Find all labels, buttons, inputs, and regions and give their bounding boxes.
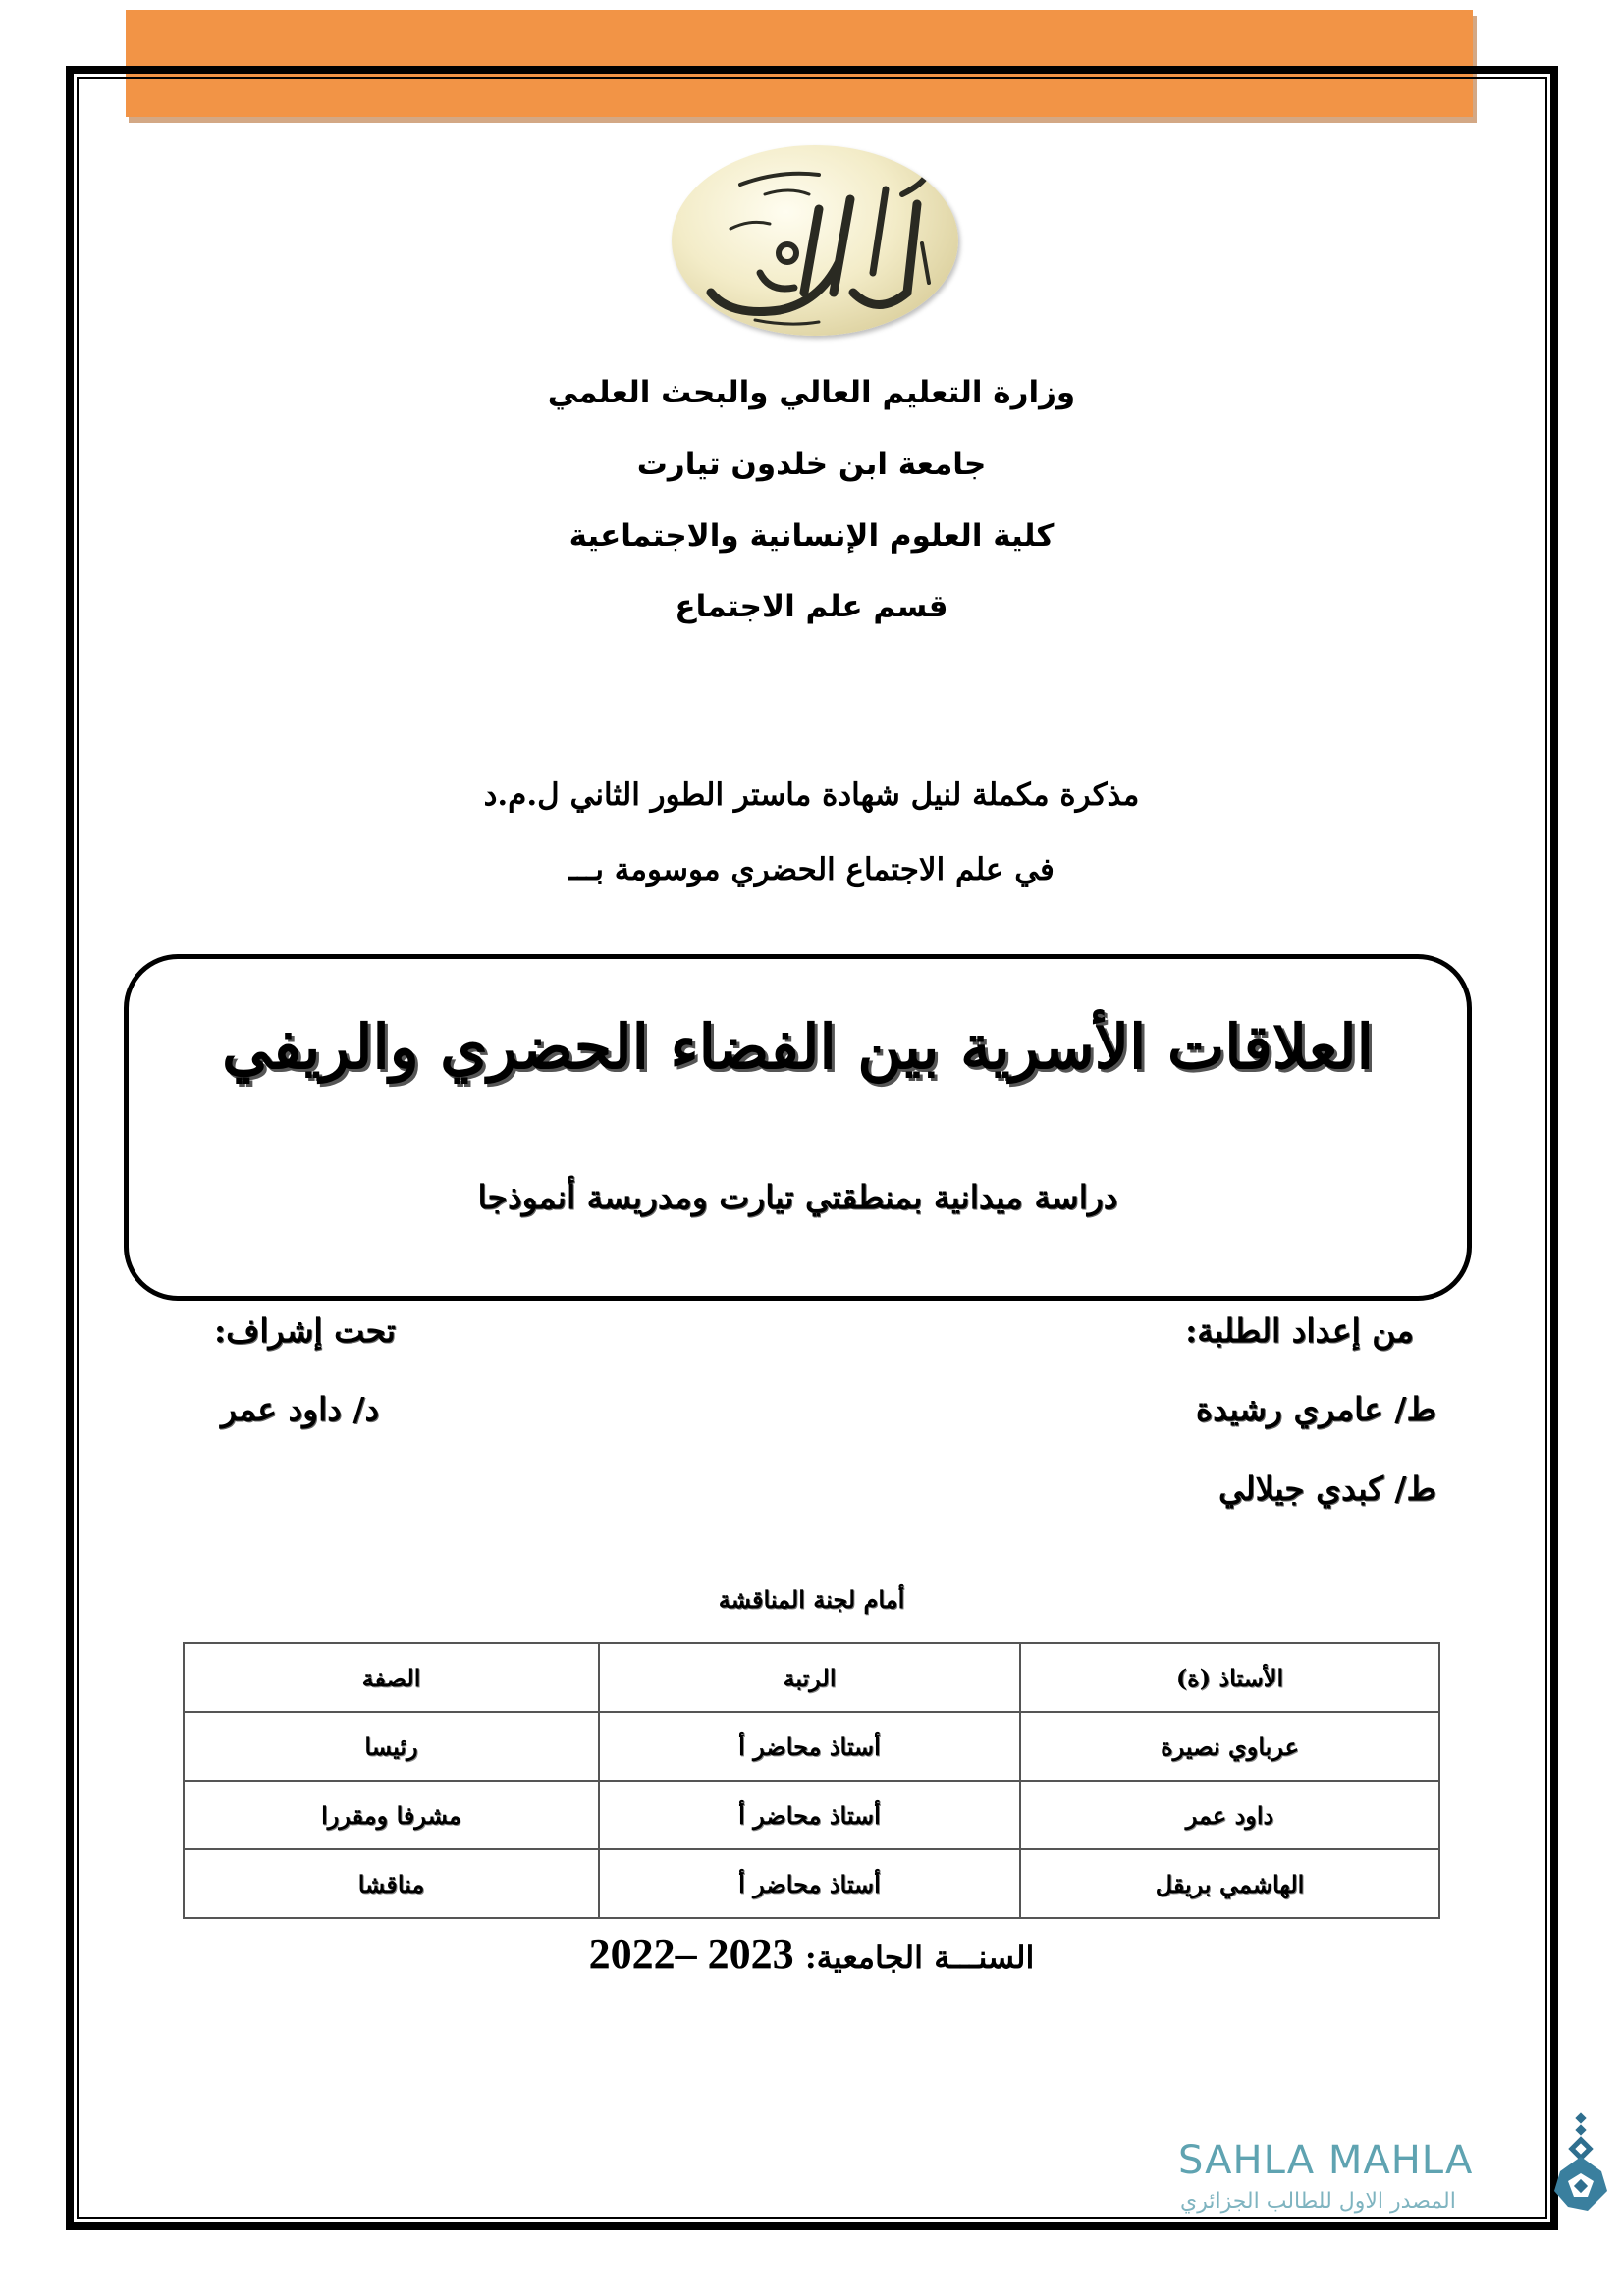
cell-role: مشرفا ومقررا xyxy=(184,1781,599,1849)
table-header-row xyxy=(184,1643,1439,1712)
watermark-brand: SAHLA MAHLA xyxy=(1178,2138,1474,2183)
committee-title: أمام لجنة المناقشة xyxy=(718,1585,905,1614)
memo-line-1: مذكرة مكملة لنيل شهادة ماستر الطور الثاني ل.م.د xyxy=(483,777,1140,813)
supervisor-label: تحت إشراف: xyxy=(214,1311,396,1350)
university-logo-icon xyxy=(672,145,958,336)
cell-professor: داود عمر xyxy=(1020,1781,1439,1849)
student-name: ط/ كبدي جيلالي xyxy=(1218,1469,1436,1508)
sahla-mahla-logo-icon xyxy=(1548,2112,1613,2220)
thesis-title-box xyxy=(124,954,1472,1301)
table-row xyxy=(184,1712,1439,1781)
column-header-role: الصفة xyxy=(184,1643,599,1712)
thesis-title: العلاقات الأسرية بين الفضاء الحضري والريفي xyxy=(222,1011,1374,1083)
ministry-name: وزارة التعليم العالي والبحث العلمي xyxy=(547,375,1076,410)
cell-rank: أستاذ محاضر أ xyxy=(599,1712,1020,1781)
column-header-rank: الرتبة xyxy=(599,1643,1020,1712)
academic-year-value: 2022– 2023 xyxy=(588,1930,794,1978)
column-header-professor: الأستاذ (ة) xyxy=(1020,1643,1439,1712)
academic-year-label: السنـــة الجامعية: xyxy=(804,1939,1035,1976)
cell-rank: أستاذ محاضر أ xyxy=(599,1781,1020,1849)
student-name: ط/ عامري رشيدة xyxy=(1195,1390,1436,1428)
faculty-name: كلية العلوم الإنسانية والاجتماعية xyxy=(568,518,1055,554)
cell-rank: أستاذ محاضر أ xyxy=(599,1849,1020,1918)
department-name: قسم علم الاجتماع xyxy=(675,589,948,624)
students-label: من إعداد الطلبة: xyxy=(1185,1311,1414,1350)
table-row xyxy=(184,1849,1439,1918)
memo-line-2: في علم الاجتماع الحضري موسومة بـــ xyxy=(568,852,1055,887)
cell-role: رئيسا xyxy=(184,1712,599,1781)
academic-year xyxy=(0,1929,1623,1979)
committee-table xyxy=(183,1642,1440,1919)
university-name: جامعة ابن خلدون تيارت xyxy=(636,447,987,482)
cell-role: مناقشا xyxy=(184,1849,599,1918)
cell-professor: الهاشمي بريقل xyxy=(1020,1849,1439,1918)
cell-professor: عرباوي نصيرة xyxy=(1020,1712,1439,1781)
table-row xyxy=(184,1781,1439,1849)
supervisor-name: د/ داود عمر xyxy=(221,1390,380,1428)
thesis-subtitle: دراسة ميدانية بمنطقتي تيارت ومدريسة أنموذجا xyxy=(477,1178,1118,1216)
watermark-tagline: المصدر الاول للطالب الجزائري xyxy=(1180,2189,1456,2214)
